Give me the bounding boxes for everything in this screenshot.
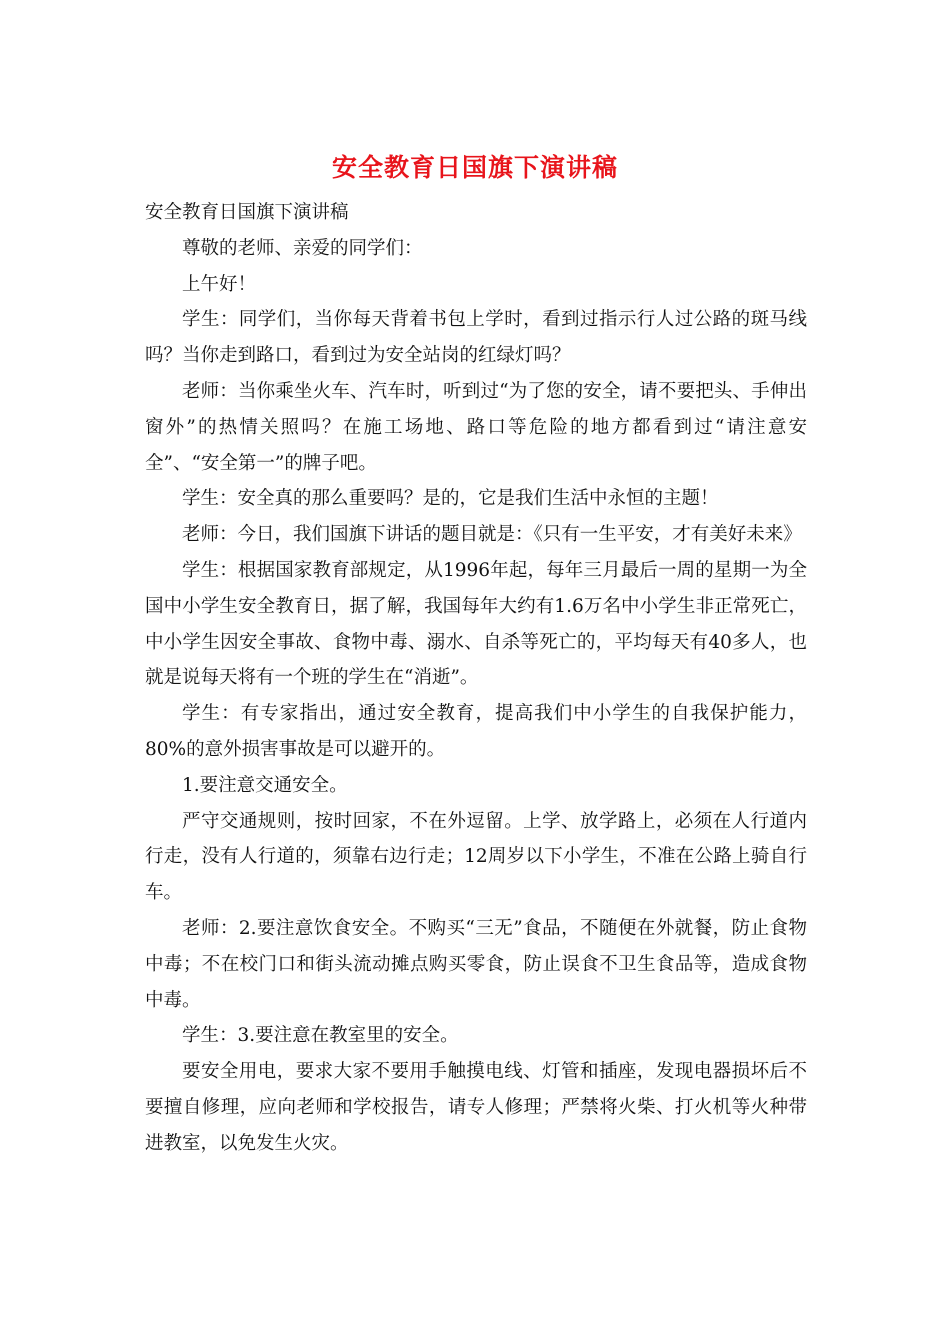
document-body xyxy=(145,195,807,1162)
paragraph: 要安全用电，要求大家不要用手触摸电线、灯管和插座，发现电器损坏后不要擅自修理，应向老师和学校报告，请专人修理；严禁将火柴、打火机等火种带进教室，以免发生火灾。 xyxy=(145,1061,807,1154)
paragraph: 学生：安全真的那么重要吗？是的，它是我们生活中永恒的主题！ xyxy=(182,488,719,510)
paragraph-greeting: 上午好！ xyxy=(182,273,257,295)
paragraph: 严守交通规则，按时回家，不在外逗留。上学、放学路上，必须在人行道内行走，没有人行道的，须靠右边行走；12周岁以下小学生，不准在公路上骑自行车。 xyxy=(145,810,807,904)
paragraph: 学生：根据国家教育部规定，从1996年起，每年三月最后一周的星期一为全国中小学生安全教育日，据了解，我国每年大约有1.6万名中小学生非正常死亡，中小学生因安全事故、食物中毒、溺水、自杀等死亡的，平均每天有40多人，也就是说每天将有一个班的学生在“消逝”。 xyxy=(145,559,807,689)
paragraph-salutation: 尊敬的老师、亲爱的同学们： xyxy=(182,237,423,259)
paragraph: 学生：有专家指出，通过安全教育，提高我们中小学生的自我保护能力，80%的意外损害事故是可以避开的。 xyxy=(145,703,807,760)
paragraph-section-3: 学生：3.要注意在教室里的安全。 xyxy=(182,1025,459,1047)
paragraph: 老师：今日，我们国旗下讲话的题目就是：《只有一生平安，才有美好未来》 xyxy=(182,524,802,546)
paragraph: 老师：当你乘坐火车、汽车时，听到过“为了您的安全，请不要把头、手伸出窗外”的热情关照吗？在施工场地、路口等危险的地方都看到过“请注意安全”、“安全第一”的牌子吧。 xyxy=(145,380,807,474)
document-title: 安全教育日国旗下演讲稿 xyxy=(331,153,618,182)
paragraph-section-1: 1.要注意交通安全。 xyxy=(182,774,348,796)
paragraph-section-2: 老师：2.要注意饮食安全。不购买“三无”食品，不随便在外就餐，防止食物中毒；不在校门口和街头流动摊点购买零食，防止误食不卫生食品等，造成食物中毒。 xyxy=(145,917,807,1011)
paragraph-heading: 安全教育日国旗下演讲稿 xyxy=(145,202,349,223)
paragraph: 学生：同学们，当你每天背着书包上学时，看到过指示行人过公路的斑马线吗？当你走到路口，看到过为安全站岗的红绿灯吗？ xyxy=(145,309,807,367)
